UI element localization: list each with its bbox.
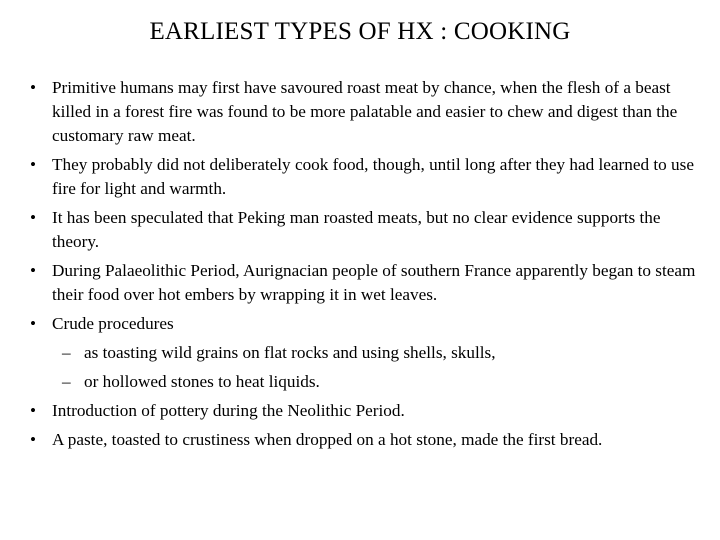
bullet-item (28, 153, 698, 201)
bullet-text: Primitive humans may first have savoured roast meat by chance, when the flesh of a beast killed in a forest fire was found to be more palatable and easier to chew and digest than the customary raw meat. (52, 78, 678, 145)
bullet-list (28, 76, 698, 457)
bullet-item (28, 428, 698, 452)
bullet-marker: • (30, 261, 37, 280)
bullet-marker: • (30, 155, 37, 174)
bullet-marker: • (30, 430, 37, 449)
sub-bullet-marker: – (62, 372, 71, 391)
bullet-marker: • (30, 78, 37, 97)
bullet-text: It has been speculated that Peking man roasted meats, but no clear evidence supports the theory. (52, 208, 661, 251)
bullet-text: Crude procedures (52, 314, 174, 333)
slide-title: EARLIEST TYPES OF HX : COOKING (149, 18, 571, 45)
bullet-item (28, 76, 698, 148)
bullet-item (28, 399, 698, 423)
bullet-marker: • (30, 401, 37, 420)
sub-bullet-marker: – (62, 343, 71, 362)
bullet-item (28, 206, 698, 254)
sub-bullet-item (28, 370, 698, 394)
bullet-text: During Palaeolithic Period, Aurignacian people of southern France apparently began to steam their food over hot embers by wrapping it in wet leaves. (52, 261, 696, 304)
bullet-text: A paste, toasted to crustiness when dropped on a hot stone, made the first bread. (52, 430, 603, 449)
bullet-text: They probably did not deliberately cook food, though, until long after they had learned to use fire for light and warmth. (52, 155, 694, 198)
sub-bullet-text: as toasting wild grains on flat rocks and using shells, skulls, (84, 343, 496, 362)
sub-bullet-text: or hollowed stones to heat liquids. (84, 372, 320, 391)
bullet-item (28, 312, 698, 336)
bullet-item (28, 259, 698, 307)
sub-bullet-item (28, 341, 698, 365)
bullet-text: Introduction of pottery during the Neolithic Period. (52, 401, 405, 420)
bullet-marker: • (30, 208, 37, 227)
bullet-marker: • (30, 314, 37, 333)
